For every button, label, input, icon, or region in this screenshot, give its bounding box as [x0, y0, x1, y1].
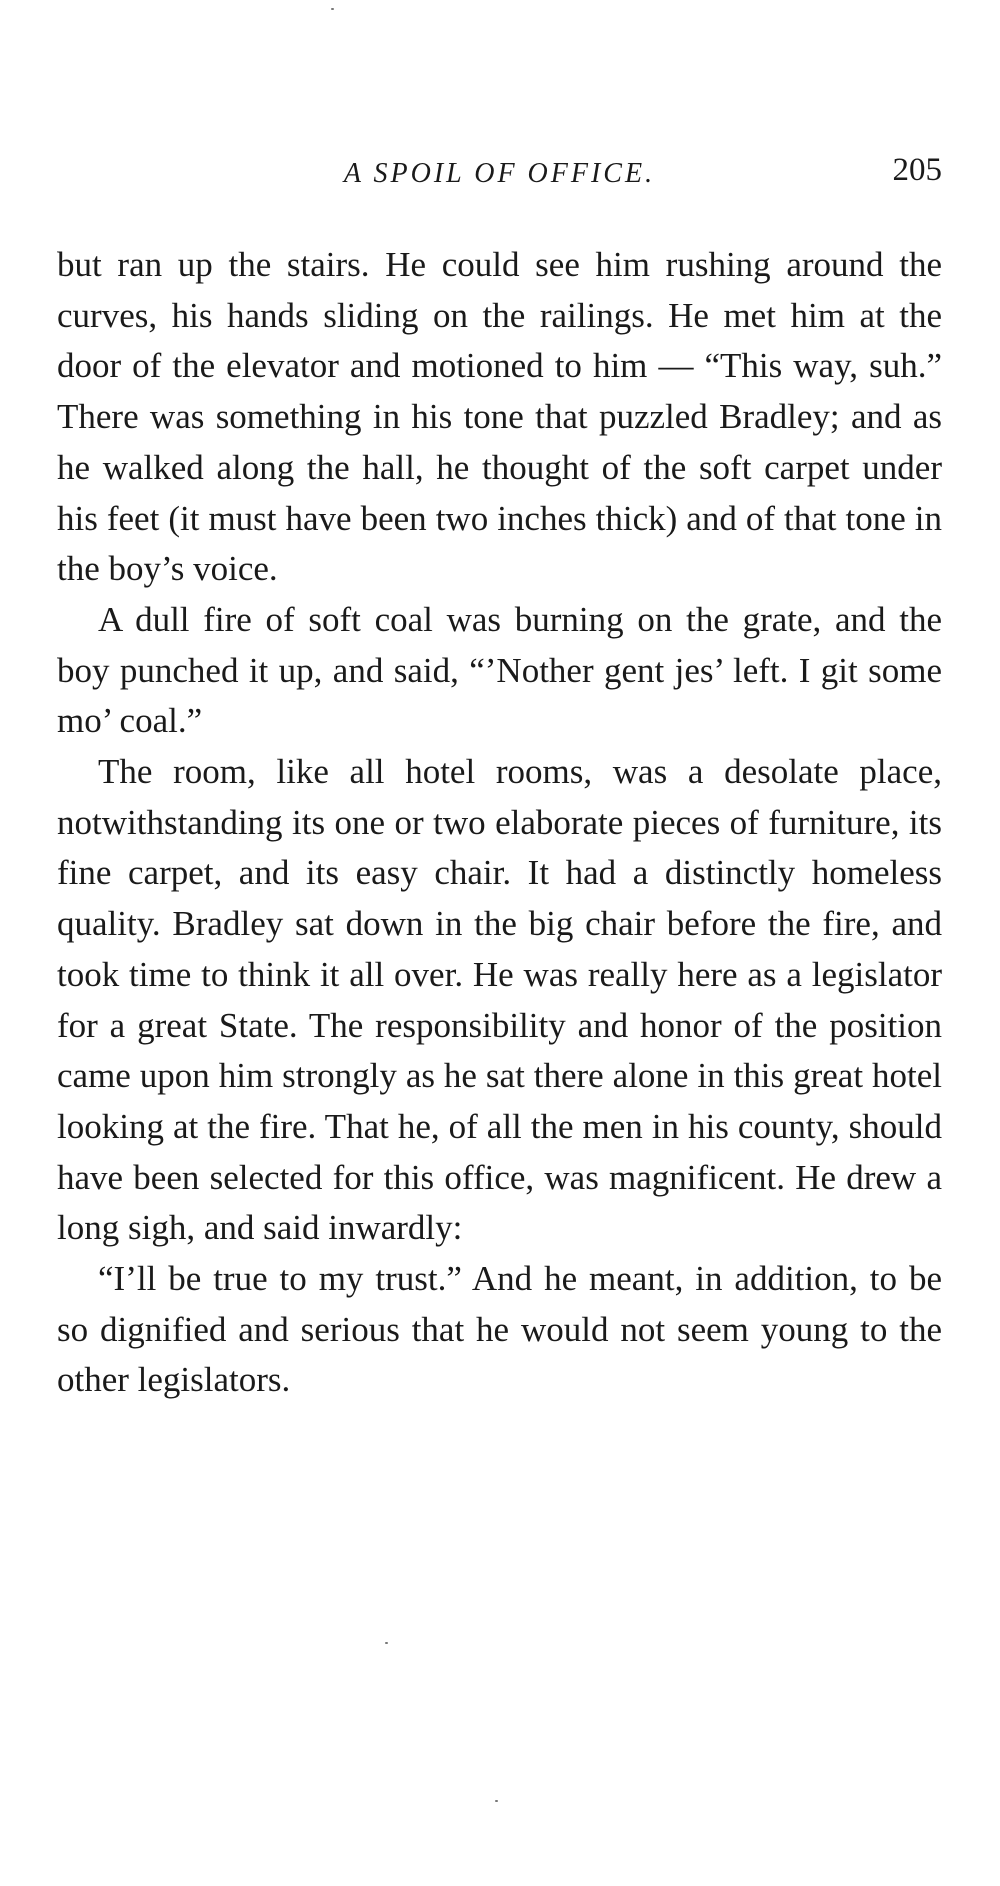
- running-title: A SPOIL OF OFFICE.: [343, 158, 656, 189]
- page-number: 205: [892, 152, 942, 188]
- paragraph: A dull fire of soft coal was burning on the grate, and the boy punched it up, and said, “’Nother gent jes’ left. I git some mo’ coal.”: [57, 599, 942, 741]
- paragraph-continued: but ran up the stairs. He could see him rushing around the curves, his hands sliding on the railings. He met him at the door of the elevator and motioned to him — “This way, suh.” There was something in his tone that puzzled Bradley; and as he walked along the hall, he thought of the soft carpet under his feet (it must have been two inches thick) and of that tone in the boy’s voice.: [57, 245, 942, 589]
- print-speck: [495, 1800, 498, 1802]
- page-header: [57, 150, 942, 200]
- paragraph: “I’ll be true to my trust.” And he meant, in addition, to be so dignified and serious that he would not seem young to the other legislators.: [57, 1259, 942, 1400]
- paragraph: The room, like all hotel rooms, was a desolate place, notwithstanding its one or two elaborate pieces of furniture, its fine carpet, and its easy chair. It had a distinctly homeless quality. Bradley sat down in the big chair before the fire, and took time to think it all over. He was really here as a legislator for a great State. The responsibility and honor of the position came upon him strongly as he sat there alone in this great hotel looking at the fire. That he, of all the men in his county, should have been selected for this office, was magnificent. He drew a long sigh, and said inwardly:: [57, 752, 942, 1248]
- print-speck: [331, 8, 334, 10]
- print-speck: [385, 1642, 388, 1644]
- body-text: [57, 240, 942, 1406]
